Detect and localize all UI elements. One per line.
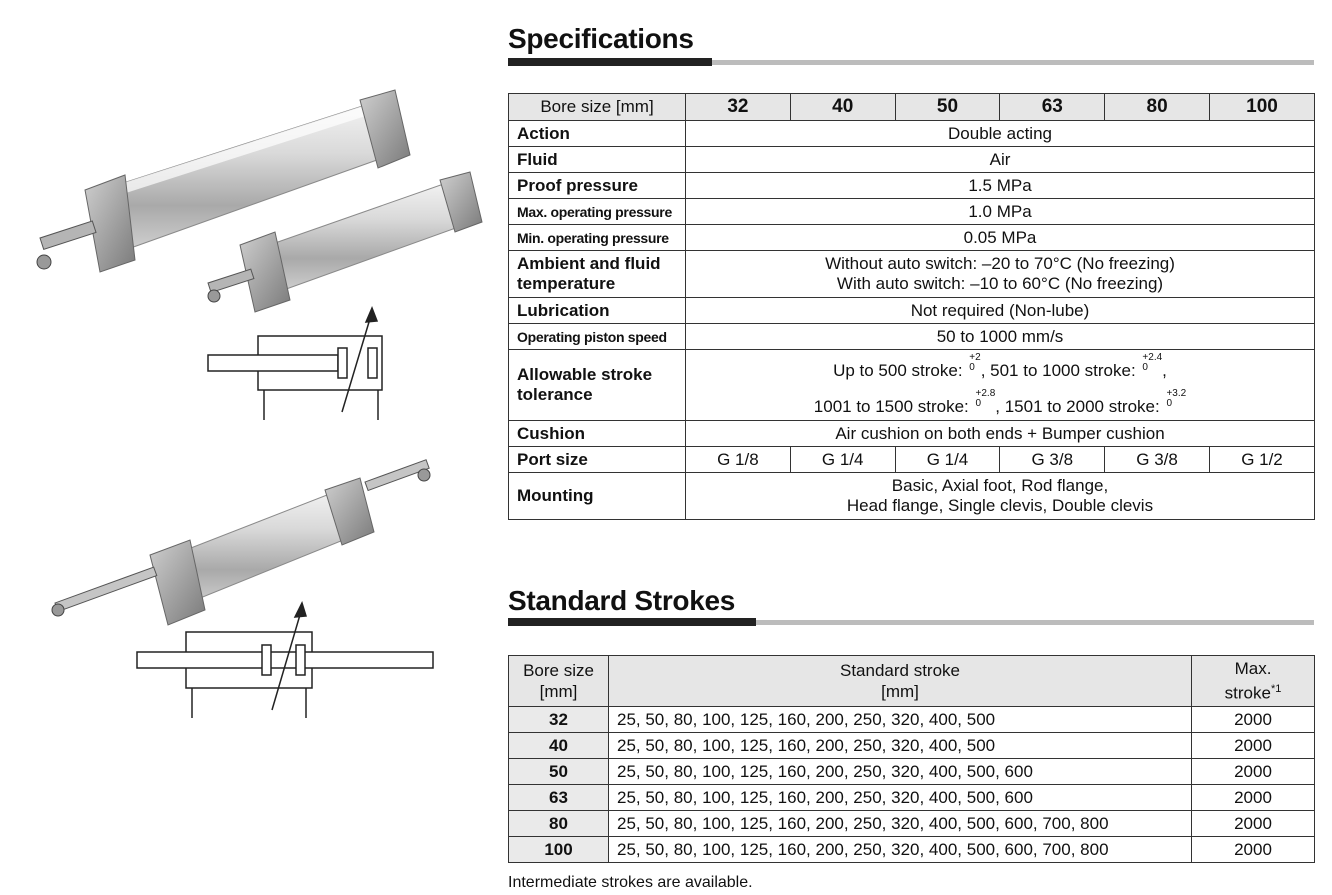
tolerance-upper-1: +2: [969, 352, 981, 363]
bore-size-header: Bore size [mm]: [509, 94, 686, 121]
ambient-value: [686, 251, 1315, 298]
tolerance-lower-3: 0: [975, 398, 982, 409]
bore-header-50: 50: [895, 94, 1000, 121]
action-label: Action: [509, 121, 686, 147]
proof-pressure-value: 1.5 MPa: [686, 173, 1315, 199]
tolerance-text-1b: , 501 to 1000 stroke:: [980, 361, 1136, 380]
table-row: [509, 837, 1315, 863]
piston-speed-value: 50 to 1000 mm/s: [686, 324, 1315, 350]
table-row: [509, 707, 1315, 733]
table-row: [509, 759, 1315, 785]
intermediate-strokes-note: Intermediate strokes are available.: [508, 874, 753, 891]
double-rod-cylinder-photo: [52, 460, 430, 625]
specifications-title-rule: [508, 58, 1314, 66]
tolerance-range-4: [1166, 389, 1186, 409]
bore-header-40: 40: [790, 94, 895, 121]
min-pressure-value: 0.05 MPa: [686, 225, 1315, 251]
strokes-standard-header: [609, 656, 1192, 707]
row-max-stroke: 2000: [1192, 759, 1315, 785]
spec-row-mounting: [509, 473, 1315, 520]
spec-row-piston-speed: [509, 324, 1315, 350]
strokes-max-header-line2: [1200, 679, 1306, 704]
tolerance-label-line2: tolerance: [517, 385, 593, 404]
spec-row-cushion: [509, 421, 1315, 447]
max-pressure-value: 1.0 MPa: [686, 199, 1315, 225]
mounting-label: Mounting: [509, 473, 686, 520]
fluid-value: Air: [686, 147, 1315, 173]
tolerance-range-1: [969, 353, 980, 373]
tolerance-lower-2: 0: [1142, 362, 1148, 373]
row-strokes: 25, 50, 80, 100, 125, 160, 200, 250, 320, 400, 500, 600: [609, 759, 1192, 785]
bore-header-100: 100: [1209, 94, 1314, 121]
tolerance-upper-4: +3.2: [1166, 388, 1187, 399]
tolerance-lower-4: 0: [1166, 398, 1173, 409]
strokes-standard-header-line2: [mm]: [881, 682, 919, 701]
tolerance-text-1c: ,: [1162, 361, 1167, 380]
tolerance-value: [686, 350, 1315, 421]
row-max-stroke: 2000: [1192, 733, 1315, 759]
spec-row-fluid: [509, 147, 1315, 173]
standard-strokes-title: Standard Strokes: [508, 585, 736, 616]
mounting-value-line2: Head flange, Single clevis, Double clevis: [846, 496, 1154, 515]
strokes-standard-header-line1: Standard stroke: [839, 661, 960, 680]
spec-row-proof-pressure: [509, 173, 1315, 199]
spec-row-ambient: [509, 251, 1315, 298]
row-bore: 63: [509, 785, 609, 811]
port-size-label: Port size: [509, 447, 686, 473]
tolerance-range-2: [1142, 353, 1162, 373]
table-row: [509, 733, 1315, 759]
row-bore: 32: [509, 707, 609, 733]
tolerance-upper-2: +2.4: [1142, 352, 1163, 363]
tolerance-label-line1: Allowable stroke: [517, 365, 653, 384]
mounting-value: [686, 473, 1315, 520]
spec-row-lubrication: [509, 298, 1315, 324]
port-size-80: G 3/8: [1105, 447, 1210, 473]
spec-header-row: [509, 94, 1315, 121]
single-rod-symbol: [208, 308, 382, 420]
row-max-stroke: 2000: [1192, 811, 1315, 837]
spec-row-max-pressure: [509, 199, 1315, 225]
row-max-stroke: 2000: [1192, 707, 1315, 733]
row-bore: 50: [509, 759, 609, 785]
mounting-value-line1: Basic, Axial foot, Rod flange,: [891, 476, 1109, 495]
tolerance-text-1a: Up to 500 stroke:: [833, 361, 963, 380]
row-strokes: 25, 50, 80, 100, 125, 160, 200, 250, 320, 400, 500, 600, 700, 800: [609, 811, 1192, 837]
table-row: [509, 811, 1315, 837]
max-pressure-label: Max. operating pressure: [509, 199, 686, 225]
port-size-40: G 1/4: [790, 447, 895, 473]
bore-header-32: 32: [686, 94, 791, 121]
tolerance-line1: [694, 353, 1306, 381]
port-size-32: G 1/8: [686, 447, 791, 473]
row-strokes: 25, 50, 80, 100, 125, 160, 200, 250, 320, 400, 500: [609, 733, 1192, 759]
specifications-table: [508, 93, 1315, 520]
tolerance-range-3: [976, 389, 996, 409]
row-bore: 100: [509, 837, 609, 863]
standard-strokes-table: [508, 655, 1315, 863]
spec-row-port-size: [509, 447, 1315, 473]
strokes-max-header: [1192, 656, 1315, 707]
ambient-label-line1: Ambient and fluid: [517, 254, 661, 273]
tolerance-text-2a: 1001 to 1500 stroke:: [813, 397, 969, 416]
tolerance-line2: [694, 389, 1306, 417]
row-bore: 80: [509, 811, 609, 837]
min-pressure-label: Min. operating pressure: [509, 225, 686, 251]
bore-header-63: 63: [1000, 94, 1105, 121]
row-max-stroke: 2000: [1192, 785, 1315, 811]
port-size-50: G 1/4: [895, 447, 1000, 473]
action-value: Double acting: [686, 121, 1315, 147]
strokes-bore-header: [509, 656, 609, 707]
row-strokes: 25, 50, 80, 100, 125, 160, 200, 250, 320, 400, 500, 600, 700, 800: [609, 837, 1192, 863]
spec-row-min-pressure: [509, 225, 1315, 251]
ambient-value-line2: With auto switch: –10 to 60°C (No freezing): [836, 274, 1164, 293]
illustration-panel: [0, 0, 500, 890]
standard-strokes-title-rule: [508, 618, 1314, 626]
tolerance-upper-3: +2.8: [975, 388, 996, 399]
port-size-63: G 3/8: [1000, 447, 1105, 473]
tolerance-text-2b: , 1501 to 2000 stroke:: [995, 397, 1160, 416]
table-row: [509, 785, 1315, 811]
row-bore: 40: [509, 733, 609, 759]
spec-row-tolerance: [509, 350, 1315, 421]
bore-header-80: 80: [1105, 94, 1210, 121]
piston-speed-label: Operating piston speed: [509, 324, 686, 350]
strokes-bore-header-line2: [mm]: [539, 682, 578, 701]
strokes-header-row: [509, 656, 1315, 707]
cushion-value: Air cushion on both ends + Bumper cushion: [686, 421, 1315, 447]
specifications-title: Specifications: [508, 23, 694, 54]
cushion-label: Cushion: [509, 421, 686, 447]
ambient-value-line1: Without auto switch: –20 to 70°C (No freezing): [825, 254, 1175, 273]
strokes-max-header-line1: Max.: [1234, 659, 1272, 679]
row-strokes: 25, 50, 80, 100, 125, 160, 200, 250, 320, 400, 500: [609, 707, 1192, 733]
strokes-max-header-text: stroke: [1224, 683, 1271, 703]
proof-pressure-label: Proof pressure: [509, 173, 686, 199]
fluid-label: Fluid: [509, 147, 686, 173]
double-rod-symbol: [137, 603, 433, 718]
tolerance-label: [509, 350, 686, 421]
ambient-label-line2: temperature: [517, 274, 616, 293]
spec-row-action: [509, 121, 1315, 147]
strokes-bore-header-line1: Bore size: [523, 661, 594, 680]
tolerance-lower-1: 0: [969, 362, 975, 373]
port-size-100: G 1/2: [1209, 447, 1314, 473]
lubrication-value: Not required (Non-lube): [686, 298, 1315, 324]
row-strokes: 25, 50, 80, 100, 125, 160, 200, 250, 320, 400, 500, 600: [609, 785, 1192, 811]
cylinder-illustrations: [0, 0, 500, 890]
row-max-stroke: 2000: [1192, 837, 1315, 863]
footnote-marker: *1: [1270, 683, 1282, 696]
ambient-label: [509, 251, 686, 298]
lubrication-label: Lubrication: [509, 298, 686, 324]
